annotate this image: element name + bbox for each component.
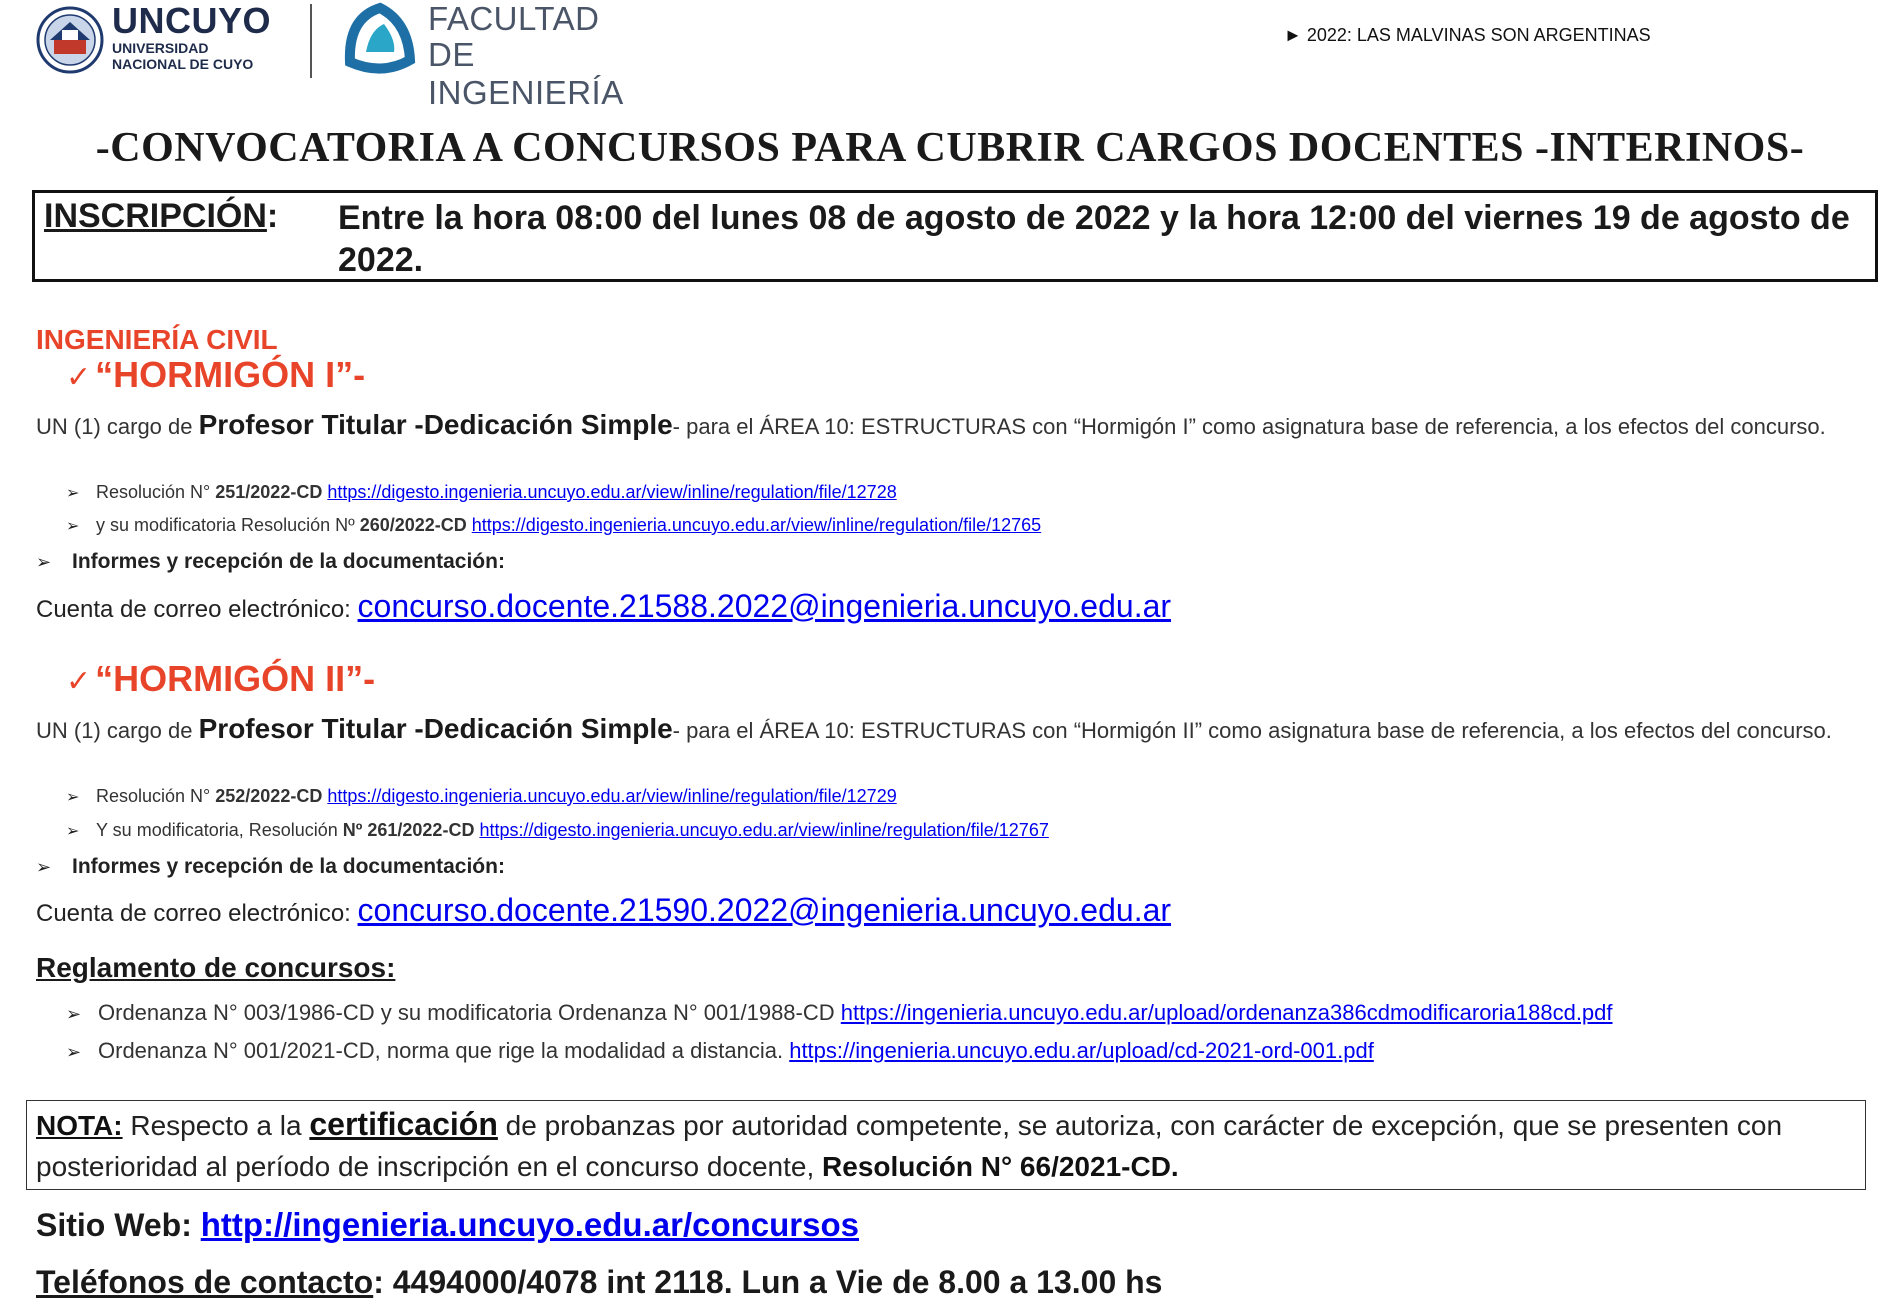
arrow-bullet-icon: ➢ bbox=[66, 483, 80, 502]
ordenanza-link[interactable]: https://ingenieria.uncuyo.edu.ar/upload/cd-2021-ord-001.pdf bbox=[789, 1038, 1374, 1063]
arrow-bullet-icon: ➢ bbox=[66, 787, 80, 806]
res-number: Nº 261/2022-CD bbox=[342, 820, 475, 840]
ordenanza-item bbox=[66, 1038, 1374, 1064]
resolution-item bbox=[66, 515, 1041, 536]
section-title-text: “HORMIGÓN I”- bbox=[95, 354, 366, 395]
page-title: -CONVOCATORIA A CONCURSOS PARA CUBRIR CARGOS DOCENTES -INTERINOS- bbox=[95, 125, 1805, 171]
ordenanza-item bbox=[66, 1000, 1613, 1026]
resolution-link[interactable]: https://digesto.ingenieria.uncuyo.edu.ar/view/inline/regulation/file/12728 bbox=[327, 482, 897, 502]
desc-post: - para el ÁREA 10: ESTRUCTURAS con “Hormigón II” como asignatura base de referencia, a los efectos del concurso. bbox=[672, 718, 1832, 743]
nota-text bbox=[36, 1104, 1866, 1187]
checkmark-icon: ✓ bbox=[66, 360, 92, 395]
inscripcion-colon: : bbox=[266, 197, 279, 235]
resolution-link[interactable]: https://digesto.ingenieria.uncuyo.edu.ar/view/inline/regulation/file/12767 bbox=[479, 820, 1049, 840]
nota-cert: certificación bbox=[309, 1106, 498, 1142]
phone-label: Teléfonos de contacto bbox=[36, 1264, 374, 1300]
arrow-bullet-icon: ➢ bbox=[66, 821, 80, 840]
motto-text: ► 2022: LAS MALVINAS SON ARGENTINAS bbox=[1284, 25, 1651, 45]
res-pre: Y su modificatoria, Resolución bbox=[96, 820, 343, 840]
resolution-link[interactable]: https://digesto.ingenieria.uncuyo.edu.ar/view/inline/regulation/file/12765 bbox=[471, 515, 1042, 535]
department-heading: INGENIERÍA CIVIL bbox=[36, 324, 278, 355]
section-title-hormigon-1 bbox=[66, 354, 365, 396]
informes-text: Informes y recepción de la documentación: bbox=[72, 550, 505, 573]
email-link[interactable]: concurso.docente.21588.2022@ingenieria.uncuyo.edu.ar bbox=[357, 588, 1172, 624]
desc-position: Profesor Titular -Dedicación Simple bbox=[198, 409, 673, 440]
res-pre: y su modificatoria Resolución Nº bbox=[96, 515, 360, 535]
fi-line2: DE INGENIERÍA bbox=[428, 36, 624, 111]
desc-pre: UN (1) cargo de bbox=[36, 718, 199, 743]
inscripcion-label bbox=[44, 197, 278, 236]
checkmark-icon: ✓ bbox=[66, 664, 92, 699]
inscripcion-label-text: INSCRIPCIÓN bbox=[44, 197, 267, 235]
res-number: 252/2022-CD bbox=[215, 786, 323, 806]
fi-line1: FACULTAD bbox=[428, 0, 600, 37]
section-title-text: “HORMIGÓN II”- bbox=[95, 658, 376, 699]
desc-pre: UN (1) cargo de bbox=[36, 414, 199, 439]
arrow-bullet-icon: ➢ bbox=[66, 1004, 82, 1025]
header-divider bbox=[310, 4, 312, 78]
section-description bbox=[36, 410, 1876, 442]
arrow-bullet-icon: ➢ bbox=[36, 857, 52, 878]
res-pre: Resolución N° bbox=[96, 786, 216, 806]
ordenanza-text: Ordenanza N° 001/2021-CD, norma que rige la modalidad a distancia. bbox=[98, 1038, 790, 1063]
arrow-bullet-icon: ➢ bbox=[66, 516, 80, 535]
uncuyo-logo bbox=[36, 0, 316, 80]
section-title-hormigon-2 bbox=[66, 658, 375, 700]
resolution-item bbox=[66, 820, 1049, 841]
ordenanza-text: Ordenanza N° 003/1986-CD y su modificatoria Ordenanza N° 001/1988-CD bbox=[98, 1000, 841, 1025]
email-line bbox=[36, 892, 1171, 929]
phone-line bbox=[36, 1264, 1162, 1301]
email-label: Cuenta de correo electrónico: bbox=[36, 596, 358, 623]
website-line bbox=[36, 1206, 859, 1244]
arrow-bullet-icon: ➢ bbox=[36, 552, 52, 573]
res-pre: Resolución N° bbox=[96, 482, 216, 502]
website-label: Sitio Web: bbox=[36, 1207, 201, 1243]
desc-post: - para el ÁREA 10: ESTRUCTURAS con “Hormigón I” como asignatura base de referencia, a los efectos del concurso. bbox=[672, 414, 1826, 439]
nota-resolution: Resolución N° 66/2021-CD. bbox=[822, 1151, 1179, 1182]
triangle-logo-icon bbox=[340, 0, 420, 80]
website-link[interactable]: http://ingenieria.uncuyo.edu.ar/concursos bbox=[200, 1206, 859, 1243]
nota-post: de probanzas por autoridad competente, se autoriza, con carácter de excepción, que se presenten con posterioridad al período de inscripción en el concurso docente, bbox=[36, 1110, 1783, 1182]
uncuyo-name: UNCUYO bbox=[112, 0, 272, 41]
section-description bbox=[36, 714, 1876, 746]
resolution-item bbox=[66, 786, 897, 807]
nota-pre: Respecto a la bbox=[122, 1110, 310, 1141]
informes-text: Informes y recepción de la documentación: bbox=[72, 855, 505, 878]
facultad-ingenieria-logo bbox=[340, 0, 660, 111]
res-number: 260/2022-CD bbox=[359, 515, 467, 535]
informes-item bbox=[36, 550, 505, 574]
ordenanza-link[interactable]: https://ingenieria.uncuyo.edu.ar/upload/ordenanza386cdmodificaroria188cd.pdf bbox=[840, 1000, 1613, 1025]
nota-label: NOTA: bbox=[36, 1110, 123, 1141]
resolution-link[interactable]: https://digesto.ingenieria.uncuyo.edu.ar/view/inline/regulation/file/12729 bbox=[327, 786, 897, 806]
email-label: Cuenta de correo electrónico: bbox=[36, 900, 358, 927]
inscripcion-dates: Entre la hora 08:00 del lunes 08 de agosto de 2022 y la hora 12:00 del viernes 19 de agosto de 2022. bbox=[338, 199, 1850, 279]
reglamento-heading: Reglamento de concursos: bbox=[36, 952, 396, 983]
informes-item bbox=[36, 855, 505, 879]
desc-position: Profesor Titular -Dedicación Simple bbox=[198, 713, 673, 744]
email-link[interactable]: concurso.docente.21590.2022@ingenieria.uncuyo.edu.ar bbox=[357, 892, 1172, 928]
uncuyo-sub1: UNIVERSIDAD bbox=[112, 40, 209, 56]
uncuyo-sub2: NACIONAL DE CUYO bbox=[112, 56, 254, 72]
phone-text: : 4494000/4078 int 2118. Lun a Vie de 8.00 a 13.00 hs bbox=[373, 1264, 1163, 1300]
resolution-item bbox=[66, 482, 897, 503]
email-line bbox=[36, 588, 1171, 625]
arrow-bullet-icon: ➢ bbox=[66, 1042, 82, 1063]
res-number: 251/2022-CD bbox=[215, 482, 323, 502]
